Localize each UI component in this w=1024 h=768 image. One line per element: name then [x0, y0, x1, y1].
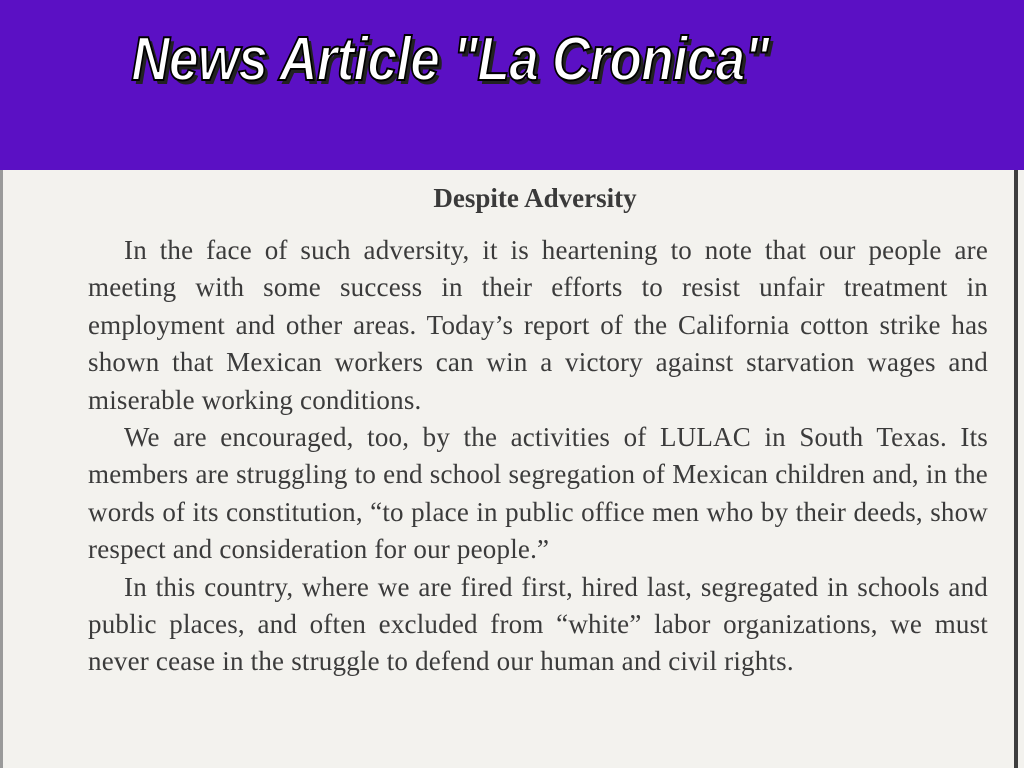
- article-heading: Despite Adversity: [433, 183, 637, 213]
- article-body: [88, 232, 988, 681]
- slide-title: News Article "La Cronica": [131, 25, 769, 94]
- article-paragraph: In this country, where we are fired first, hired last, segregated in schools and public places, and often excluded from “white” labor organizations, we must never cease in the struggle to defend our human and civil rights.: [88, 571, 988, 677]
- article-paragraph: We are encouraged, too, by the activities of LULAC in South Texas. Its members are struggling to end school segregation of Mexican children and, in the words of its constitution, “to place in public office men who by their deeds, show respect and consideration for our people.”: [88, 422, 988, 565]
- clipping-right-edge: [1014, 170, 1018, 768]
- article-paragraph: In the face of such adversity, it is heartening to note that our people are meeting with some success in their efforts to resist unfair treatment in employment and other areas. Today’s report of the California cotton strike has shown that Mexican workers can win a victory against starvation wages and miserable working conditions.: [88, 235, 988, 415]
- clipping-left-edge: [0, 170, 3, 768]
